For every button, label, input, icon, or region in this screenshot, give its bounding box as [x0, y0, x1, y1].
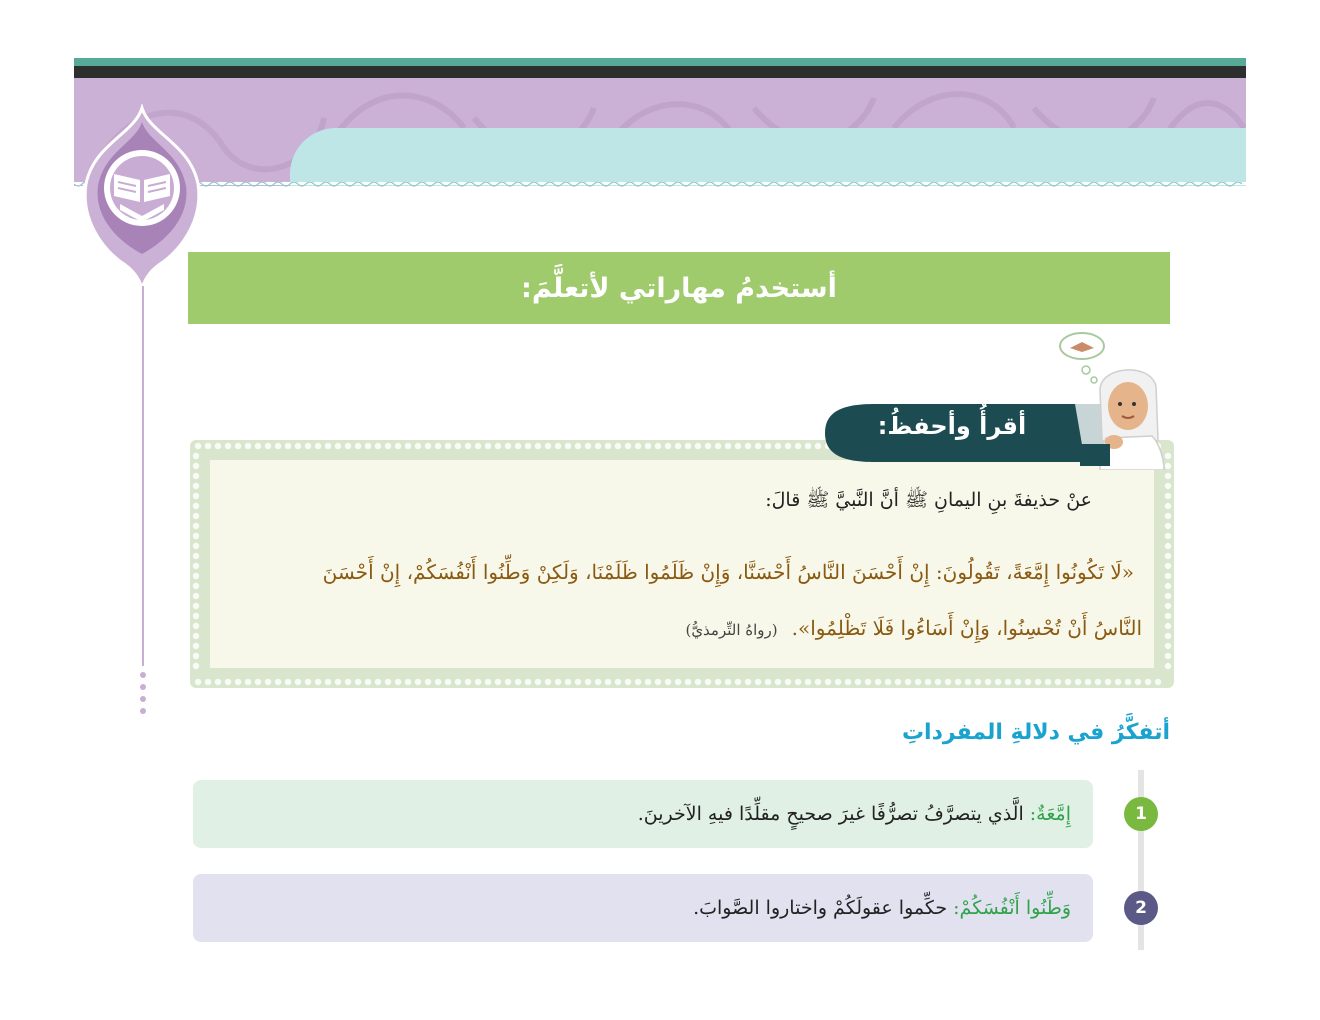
hadith-source: (رواهُ التِّرمذيُّ) — [685, 621, 778, 639]
number-badge: 1 — [1124, 797, 1158, 831]
vocab-entry — [693, 897, 1093, 919]
vocab-term: إِمَّعَةٌ: — [1029, 803, 1071, 825]
number-badge: 2 — [1124, 891, 1158, 925]
vocab-item — [193, 874, 1093, 942]
side-vertical-line — [142, 286, 144, 666]
header-stripe-dark — [74, 66, 1246, 78]
hadith-text-line-1: «لَا تَكُونُوا إِمَّعَةً، تَقُولُونَ: إِنْ أَحْسَنَ النَّاسُ أَحْسَنَّا، وَإِنْ ظَلَمُوا ظَلَمْنَا، وَلَكِنْ وَطِّنُوا أَنْفُسَكُمْ، إِنْ أَحْسَنَ — [322, 560, 1134, 584]
vocab-heading: أتفكَّرُ في دلالةِ المفرداتِ — [901, 720, 1170, 745]
vocab-definition: حكِّموا عقولَكُمْ واختاروا الصَّوابَ. — [693, 897, 954, 919]
hadith-intro: عنْ حذيفةَ بنِ اليمانِ ﷺ أنَّ النَّبيَّ ﷺ قالَ: — [765, 489, 1092, 511]
hadith-text-line-2-content: النَّاسُ أَنْ تُحْسِنُوا، وَإِنْ أَسَاءُوا فَلَا تَظْلِمُوا». — [791, 616, 1142, 640]
read-memorize-title: أقرأُ وأحفظُ: — [877, 412, 1027, 440]
side-dots-ornament — [136, 670, 150, 720]
student-thinking-illustration — [1040, 330, 1170, 470]
header-scallop-edge — [74, 182, 1246, 192]
header-stripe-teal — [74, 58, 1246, 66]
section-title: أستخدمُ مهاراتي لأتعلَّمَ: — [521, 272, 837, 304]
section-title-bar — [188, 252, 1170, 324]
vocab-definition: الَّذي يتصرَّفُ تصرُّفًا غيرَ صحيحٍ مقلِّدًا فيهِ الآخرينَ. — [637, 803, 1030, 825]
header-cyan-panel — [290, 128, 1246, 186]
quran-book-emblem-icon — [80, 104, 204, 290]
vocab-item — [193, 780, 1093, 848]
vocab-entry — [638, 803, 1093, 825]
hadith-text-line-2 — [182, 616, 1142, 640]
vocab-term: وَطِّنُوا أَنْفُسَكُمْ: — [953, 897, 1071, 919]
